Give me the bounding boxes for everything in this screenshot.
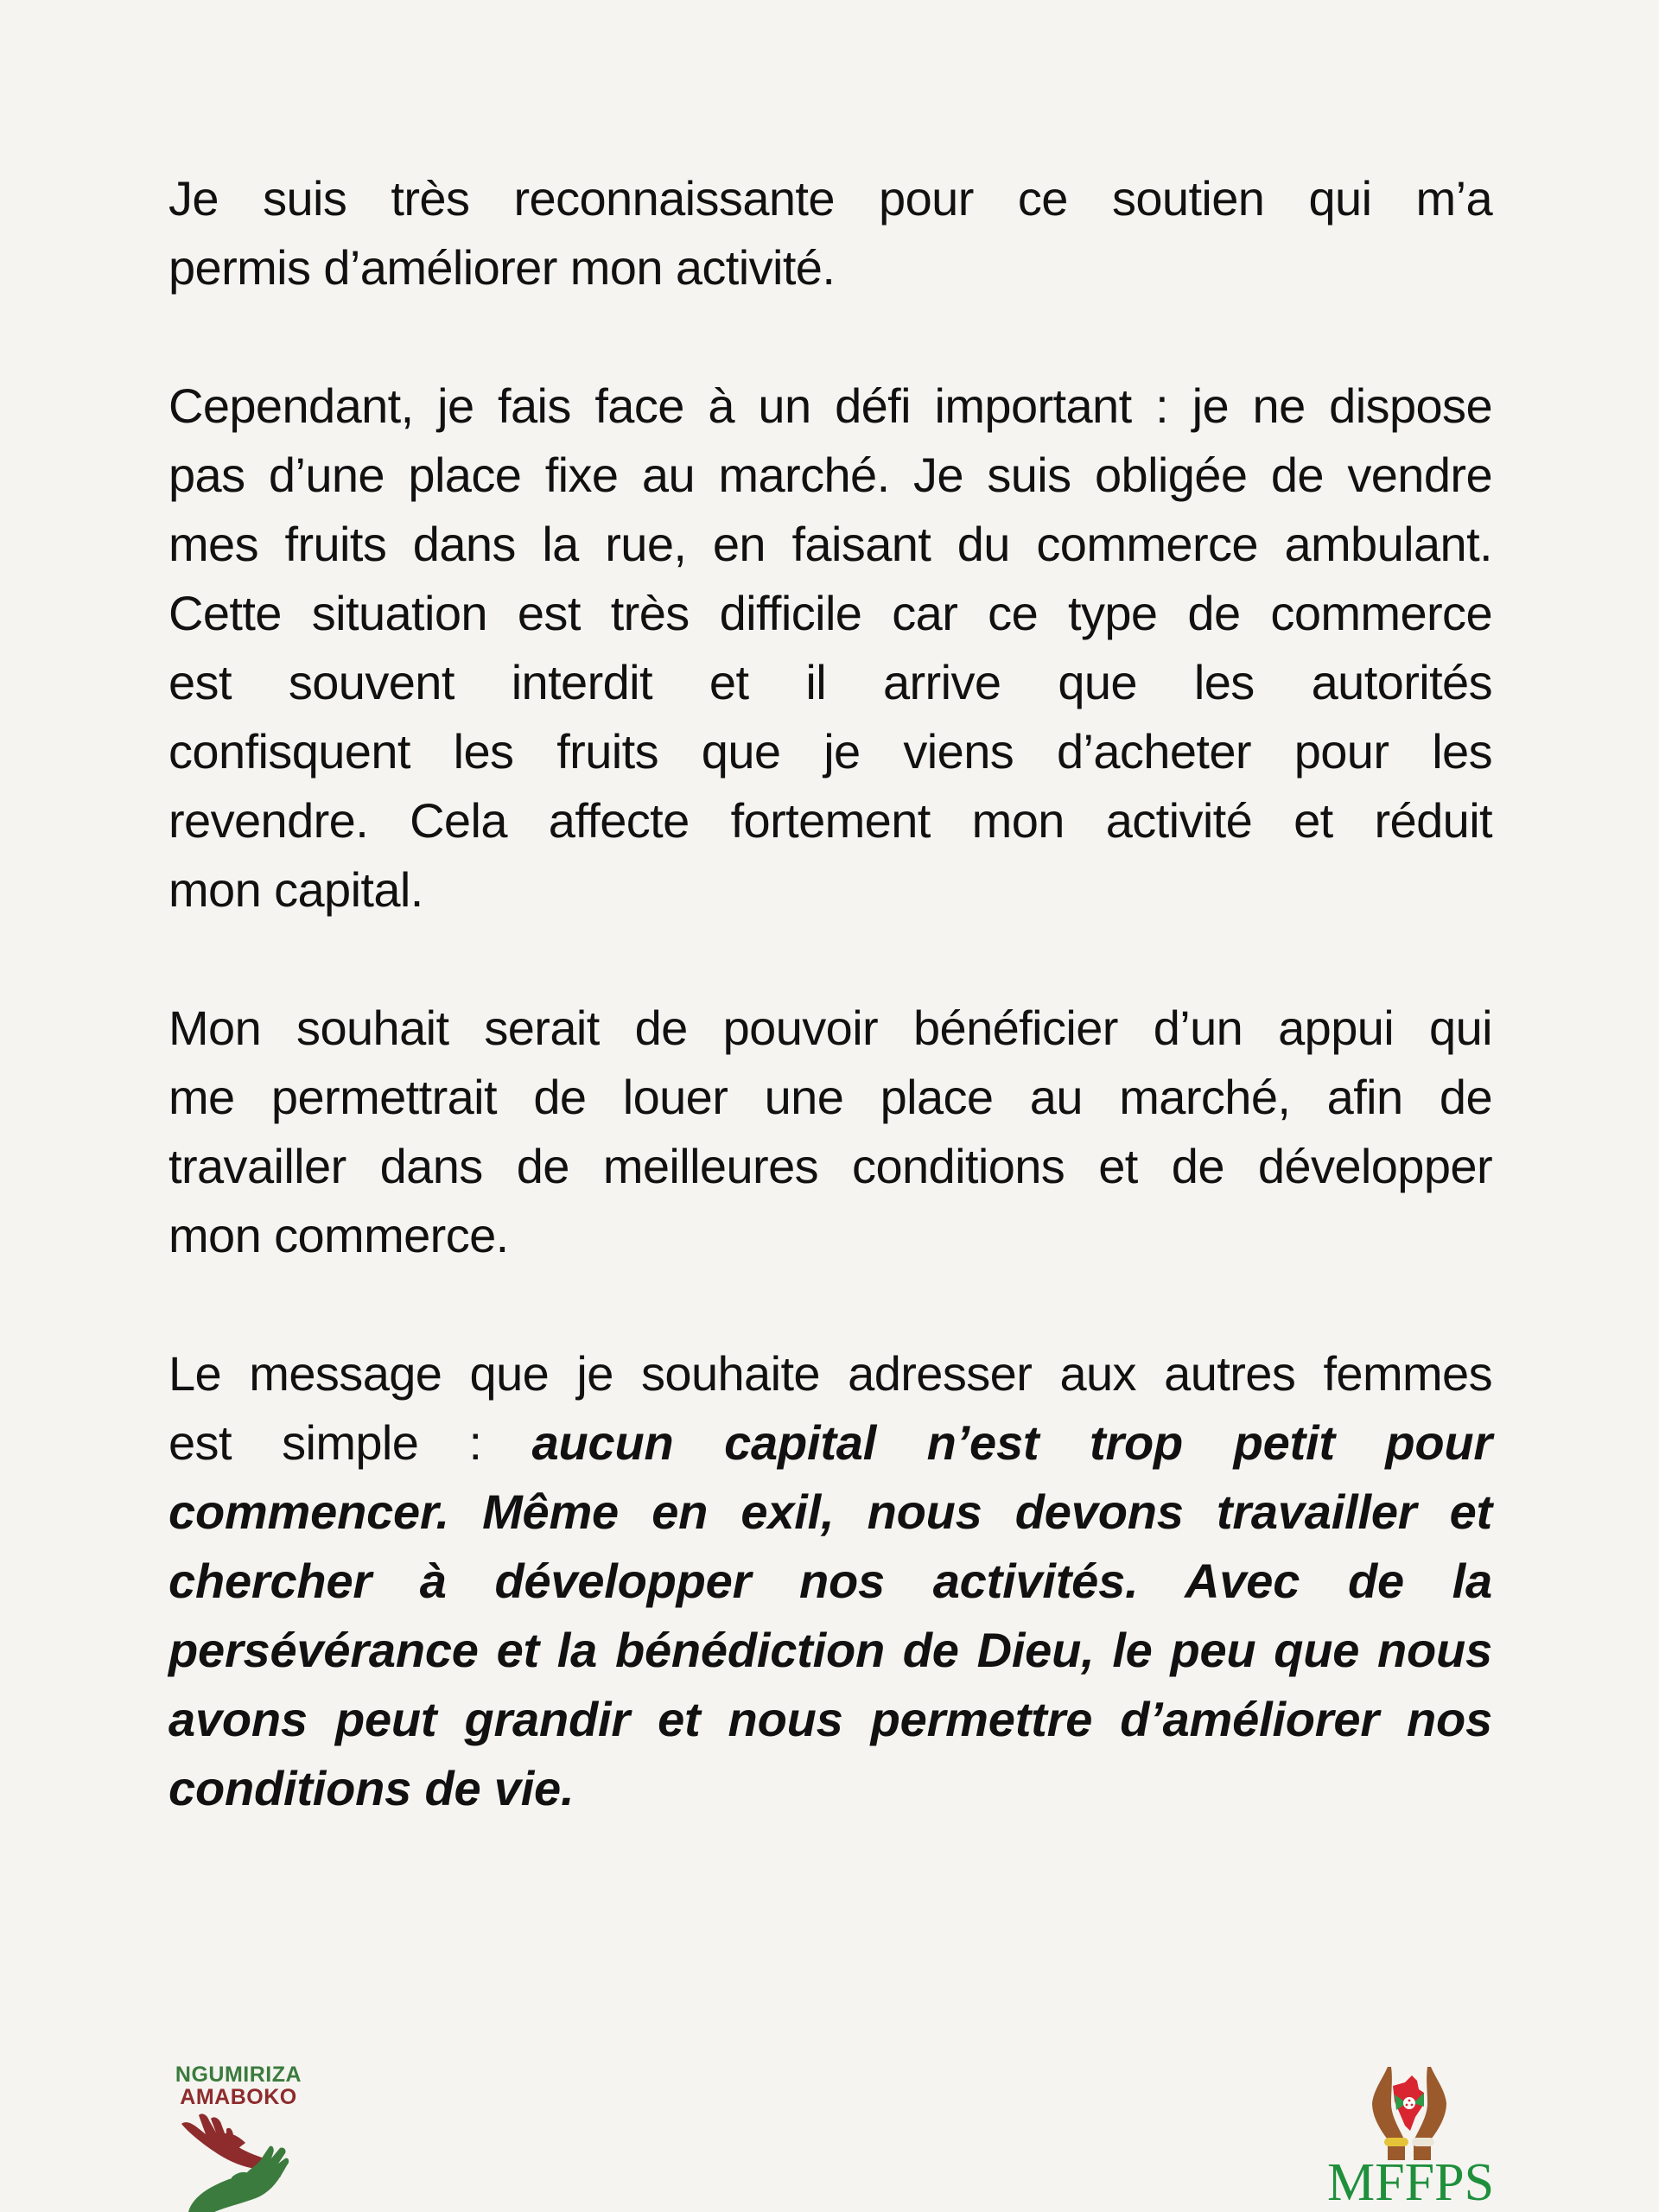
text-line	[168, 994, 1492, 1063]
logo-text-line1: NGUMIRIZA	[175, 2063, 302, 2087]
hands-icon	[173, 2108, 302, 2212]
body-text: confisquent les fruits que je viens d’acheter pour les	[168, 724, 1492, 779]
mffps-logo-text: MFFPS	[1327, 2153, 1495, 2212]
text-line	[168, 441, 1492, 510]
text-line	[168, 1408, 1492, 1478]
body-text: mon capital.	[168, 862, 423, 917]
body-text: me permettrait de louer une place au marché, afin de	[168, 1070, 1492, 1124]
emphasized-text: persévérance et la bénédiction de Dieu, le peu que nous	[168, 1623, 1492, 1677]
text-line	[168, 1685, 1492, 1754]
text-line	[168, 717, 1492, 786]
body-text: Cette situation est très difficile car ce type de commerce	[168, 586, 1492, 640]
text-line	[168, 1478, 1492, 1547]
body-text: mon commerce.	[168, 1208, 509, 1262]
body-text: permis d’améliorer mon activité.	[168, 240, 836, 295]
letter-body	[168, 164, 1492, 1892]
text-line	[168, 786, 1492, 855]
ngumiriza-amaboko-logo	[169, 2060, 308, 2212]
text-line	[168, 1201, 1492, 1270]
body-text: Je suis très reconnaissante pour ce soutien qui m’a	[168, 171, 1492, 226]
paragraph	[168, 994, 1492, 1270]
body-text: revendre. Cela affecte fortement mon activité et réduit	[168, 793, 1492, 848]
logo-text-line2: AMABOKO	[180, 2085, 297, 2109]
body-text: Cependant, je fais face à un défi important : je ne dispose	[168, 378, 1492, 433]
emphasized-text: commencer. Même en exil, nous devons travailler et	[168, 1484, 1492, 1539]
text-line	[168, 1616, 1492, 1685]
text-line	[168, 1754, 1492, 1823]
body-text: Mon souhait serait de pouvoir bénéficier d’un appui qui	[168, 1001, 1492, 1055]
body-text: pas d’une place fixe au marché. Je suis obligée de vendre	[168, 448, 1492, 502]
paragraph	[168, 164, 1492, 302]
emphasized-text: aucun capital n’est trop petit pour	[531, 1415, 1492, 1470]
body-text: est souvent interdit et il arrive que les autorités	[168, 655, 1492, 709]
text-line	[168, 510, 1492, 579]
text-line	[168, 233, 1492, 302]
paragraph	[168, 1339, 1492, 1823]
body-text: travailler dans de meilleures conditions et de développer	[168, 1139, 1492, 1193]
body-text: Le message que je souhaite adresser aux autres femmes	[168, 1346, 1492, 1401]
hands-map-icon	[1362, 2063, 1457, 2160]
text-line	[168, 1339, 1492, 1408]
emphasized-text: conditions de vie.	[168, 1761, 575, 1815]
body-text: est simple :	[168, 1415, 532, 1470]
text-line	[168, 1547, 1492, 1616]
emphasized-text: chercher à développer nos activités. Avec de la	[168, 1554, 1492, 1608]
text-line	[168, 855, 1492, 925]
text-line	[168, 1063, 1492, 1132]
mffps-logo	[1327, 2063, 1495, 2212]
body-text: mes fruits dans la rue, en faisant du commerce ambulant.	[168, 517, 1492, 571]
text-line	[168, 1132, 1492, 1201]
text-line	[168, 372, 1492, 441]
text-line	[168, 164, 1492, 233]
emphasized-text: avons peut grandir et nous permettre d’améliorer nos	[168, 1692, 1492, 1746]
text-line	[168, 648, 1492, 717]
paragraph	[168, 372, 1492, 925]
text-line	[168, 579, 1492, 648]
